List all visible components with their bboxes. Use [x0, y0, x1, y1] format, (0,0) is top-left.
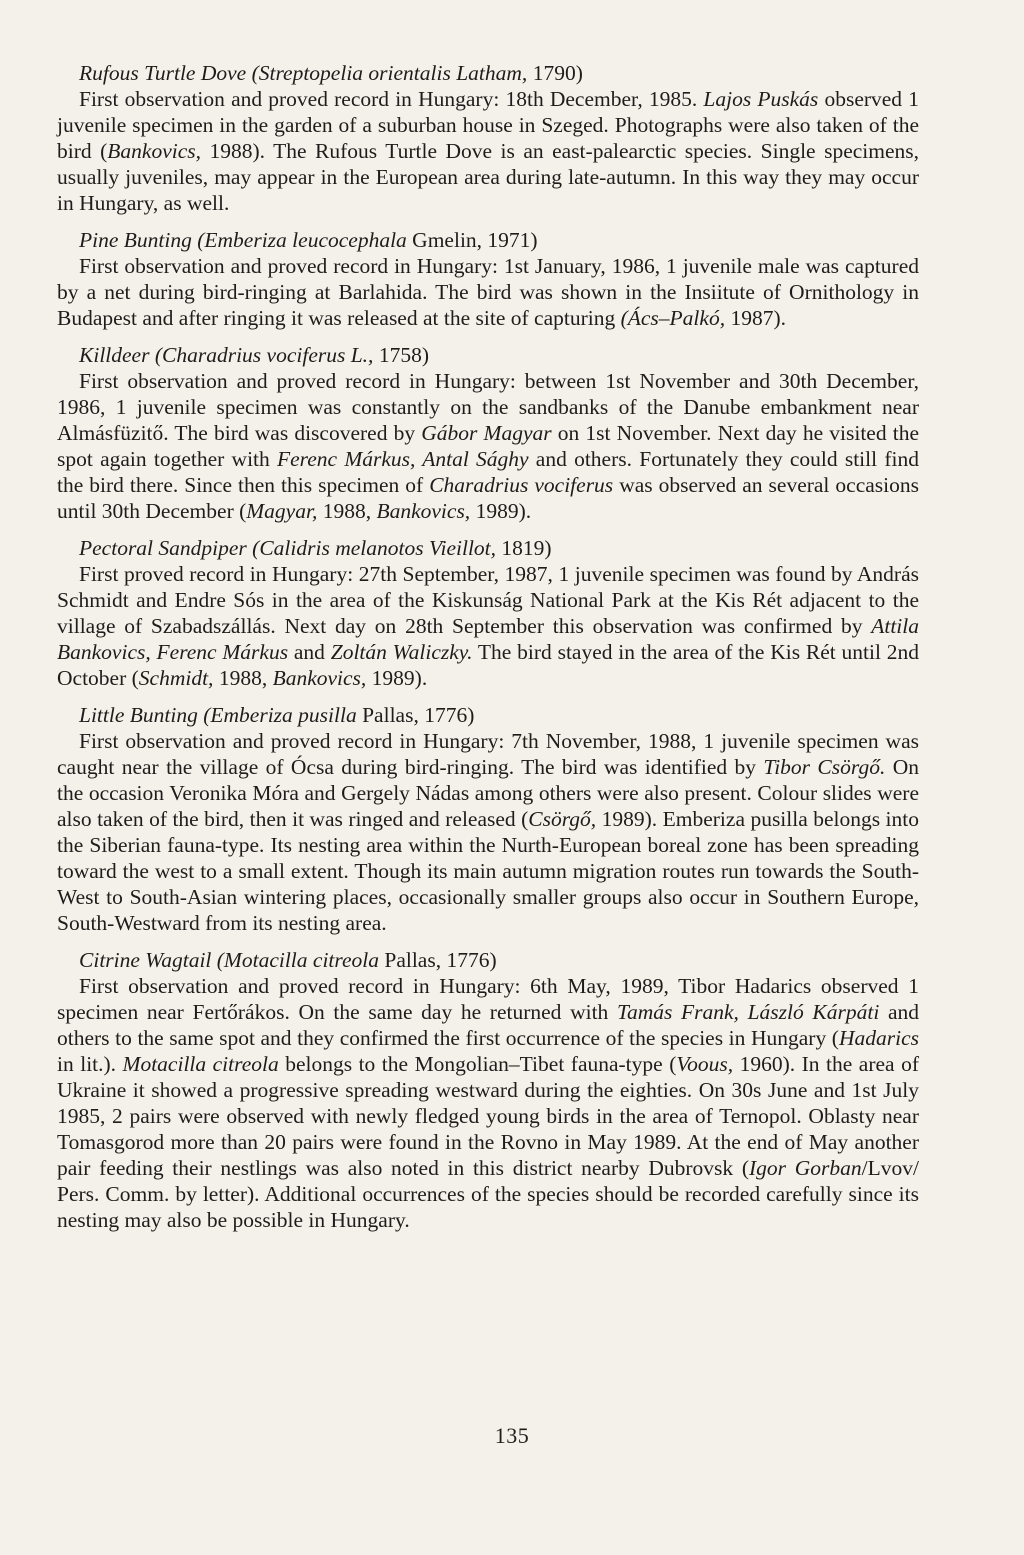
text-segment: /Lvov/ Pers. Comm. by letter). Additional occurrences of the species should be recorded carefully since its nesting may also be possible in Hungary. [57, 1156, 919, 1232]
text-segment: Magyar, [246, 499, 318, 523]
text-segment: and [288, 640, 331, 664]
species-heading [57, 947, 919, 973]
heading-segment: Little Bunting (Emberiza pusilla [79, 703, 357, 727]
text-segment: Bankovics, [272, 666, 367, 690]
text-segment: On the occasion Veronika Móra and Gergely Nádas among others were also present. Colour slides were also taken of the bird, then it was ringed and released ( [57, 755, 919, 831]
paragraph-indent [57, 87, 79, 111]
text-segment: (Ács–Palkó, [620, 306, 726, 330]
species-entry [57, 947, 919, 1233]
species-record-text [57, 253, 919, 331]
text-segment: Bankovics, [107, 139, 202, 163]
text-segment: The bird stayed in the area of the Kis Rét until 2nd October ( [57, 640, 919, 690]
text-segment: Zoltán Waliczky. [330, 640, 473, 664]
text-segment: 1988, [317, 499, 377, 523]
text-segment: First observation and proved record in Hungary: 18th December, 1985. [79, 87, 704, 111]
text-segment: Lajos Puskás [703, 87, 819, 111]
text-segment: 1989). Emberiza pusilla belongs into the Siberian fauna-type. Its nesting area within the Nurth-European boreal zone has been spreading toward the west to a small extent. Though its main autumn migration routes run towards the South-West to South-Asian wintering places, occasionally smaller groups also occur in Southern Europe, South-Westward from its nesting area. [57, 807, 920, 935]
text-segment: First observation and proved record in Hungary: 1st January, 1986, 1 juvenile male was captured by a net during bird-ringing at Barlahida. The bird was shown in the Insiitute of Ornithology in Budapest and after ringing it was released at the site of capturing [57, 254, 919, 330]
text-segment: belongs to the Mongolian–Tibet fauna-type ( [278, 1052, 677, 1076]
species-record-text [57, 973, 919, 1233]
species-records [57, 60, 919, 1233]
text-segment: Charadrius vociferus [429, 473, 614, 497]
paragraph-indent [57, 562, 79, 586]
text-segment: First observation and proved record in Hungary: 7th November, 1988, 1 juvenile specimen was caught near the village of Ócsa during bird-ringing. The bird was identified by [57, 729, 919, 779]
text-segment: Motacilla citreola [122, 1052, 279, 1076]
text-segment: and others to the same spot and they confirmed the first occurrence of the species in Hungary ( [57, 1000, 919, 1050]
heading-segment: Pallas, 1776) [356, 703, 475, 727]
species-entry [57, 60, 919, 216]
species-heading [57, 60, 919, 86]
text-segment: 1988). The Rufous Turtle Dove is an east-palearctic species. Single specimens, usually juveniles, may appear in the European area during late-autumn. In this way they may occur in Hungary, as well. [57, 139, 920, 215]
text-segment: First observation and proved record in Hungary: 6th May, 1989, Tibor Hadarics observed 1 specimen near Fertőrákos. On the same day he returned with [57, 974, 919, 1024]
text-segment: Tibor Csörgő. [763, 755, 886, 779]
text-segment: Attila Bankovics, Ferenc Márkus [57, 614, 919, 664]
text-segment: First proved record in Hungary: 27th September, 1987, 1 juvenile specimen was found by András Schmidt and Endre Sós in the area of the Kiskunság National Park at the Kis Rét adjacent to the village of Szabadszállás. Next day on 28th September this observation was confirmed by [57, 562, 919, 638]
text-segment: was observed an several occasions until 30th December ( [57, 473, 919, 523]
species-entry [57, 535, 919, 691]
text-segment: First observation and proved record in Hungary: between 1st November and 30th December, 1986, 1 juvenile specimen was constantly on the sandbanks of the Danube embankment near Almásfüzitő. The bird was discovered by [57, 369, 919, 445]
text-segment: Igor Gorban [749, 1156, 862, 1180]
text-segment: observed 1 juvenile specimen in the garden of a suburban house in Szeged. Photographs were also taken of the bird ( [57, 87, 919, 163]
heading-segment: Rufous Turtle Dove (Streptopelia orientalis Latham, [79, 61, 528, 85]
species-entry [57, 342, 919, 524]
text-segment: Voous, [676, 1052, 734, 1076]
text-segment: Bankovics, [376, 499, 471, 523]
text-segment: Hadarics [838, 1026, 919, 1050]
text-segment: 1989). [366, 666, 428, 690]
paragraph-indent [57, 974, 79, 998]
paragraph-indent [57, 369, 79, 393]
paragraph-indent [57, 254, 79, 278]
species-record-text [57, 561, 919, 691]
text-segment: and others. Fortunately they could still find the bird there. Since then this specimen of [57, 447, 919, 497]
species-record-text [57, 86, 919, 216]
species-entry [57, 702, 919, 936]
heading-segment: 1790) [527, 61, 583, 85]
heading-segment: 1758) [373, 343, 429, 367]
species-heading [57, 227, 919, 253]
heading-segment: Gmelin, 1971) [406, 228, 538, 252]
heading-segment: Pine Bunting (Emberiza leucocephala [79, 228, 407, 252]
text-segment: 1988, [213, 666, 273, 690]
text-segment: Gábor Magyar [421, 421, 552, 445]
species-heading [57, 535, 919, 561]
text-segment: 1987). [725, 306, 786, 330]
species-record-text [57, 728, 919, 936]
text-segment: 1989). [470, 499, 532, 523]
heading-segment: Killdeer (Charadrius vociferus L., [79, 343, 374, 367]
text-segment: 1960). In the area of Ukraine it showed a progressive spreading westward during the eighties. On 30s June and 1st July 1985, 2 pairs were observed with newly fledged young birds in the area of Ternopol. Oblasty near Tomasgorod more than 20 pairs were found in the Rovno in May 1989. At the end of May another pair feeding their nestlings was also noted in this district nearby Dubrovsk ( [57, 1052, 919, 1180]
heading-segment: 1819) [496, 536, 552, 560]
species-record-text [57, 368, 919, 524]
text-segment: Ferenc Márkus, Antal Sághy [277, 447, 529, 471]
page-number: 135 [494, 1423, 530, 1448]
text-segment: in lit.). [57, 1052, 123, 1076]
paragraph-indent [57, 729, 79, 753]
text-segment: Tamás Frank, László Kárpáti [616, 1000, 880, 1024]
species-entry [57, 227, 919, 331]
text-segment: Csörgő, [528, 807, 597, 831]
heading-segment: Citrine Wagtail (Motacilla citreola [79, 948, 379, 972]
text-segment: on 1st November. Next day he visited the spot again together with [57, 421, 919, 471]
species-heading [57, 702, 919, 728]
article-body [57, 60, 919, 1244]
heading-segment: Pallas, 1776) [378, 948, 497, 972]
heading-segment: Pectoral Sandpiper (Calidris melanotos Vieillot, [79, 536, 497, 560]
species-heading [57, 342, 919, 368]
text-segment: Schmidt, [138, 666, 214, 690]
